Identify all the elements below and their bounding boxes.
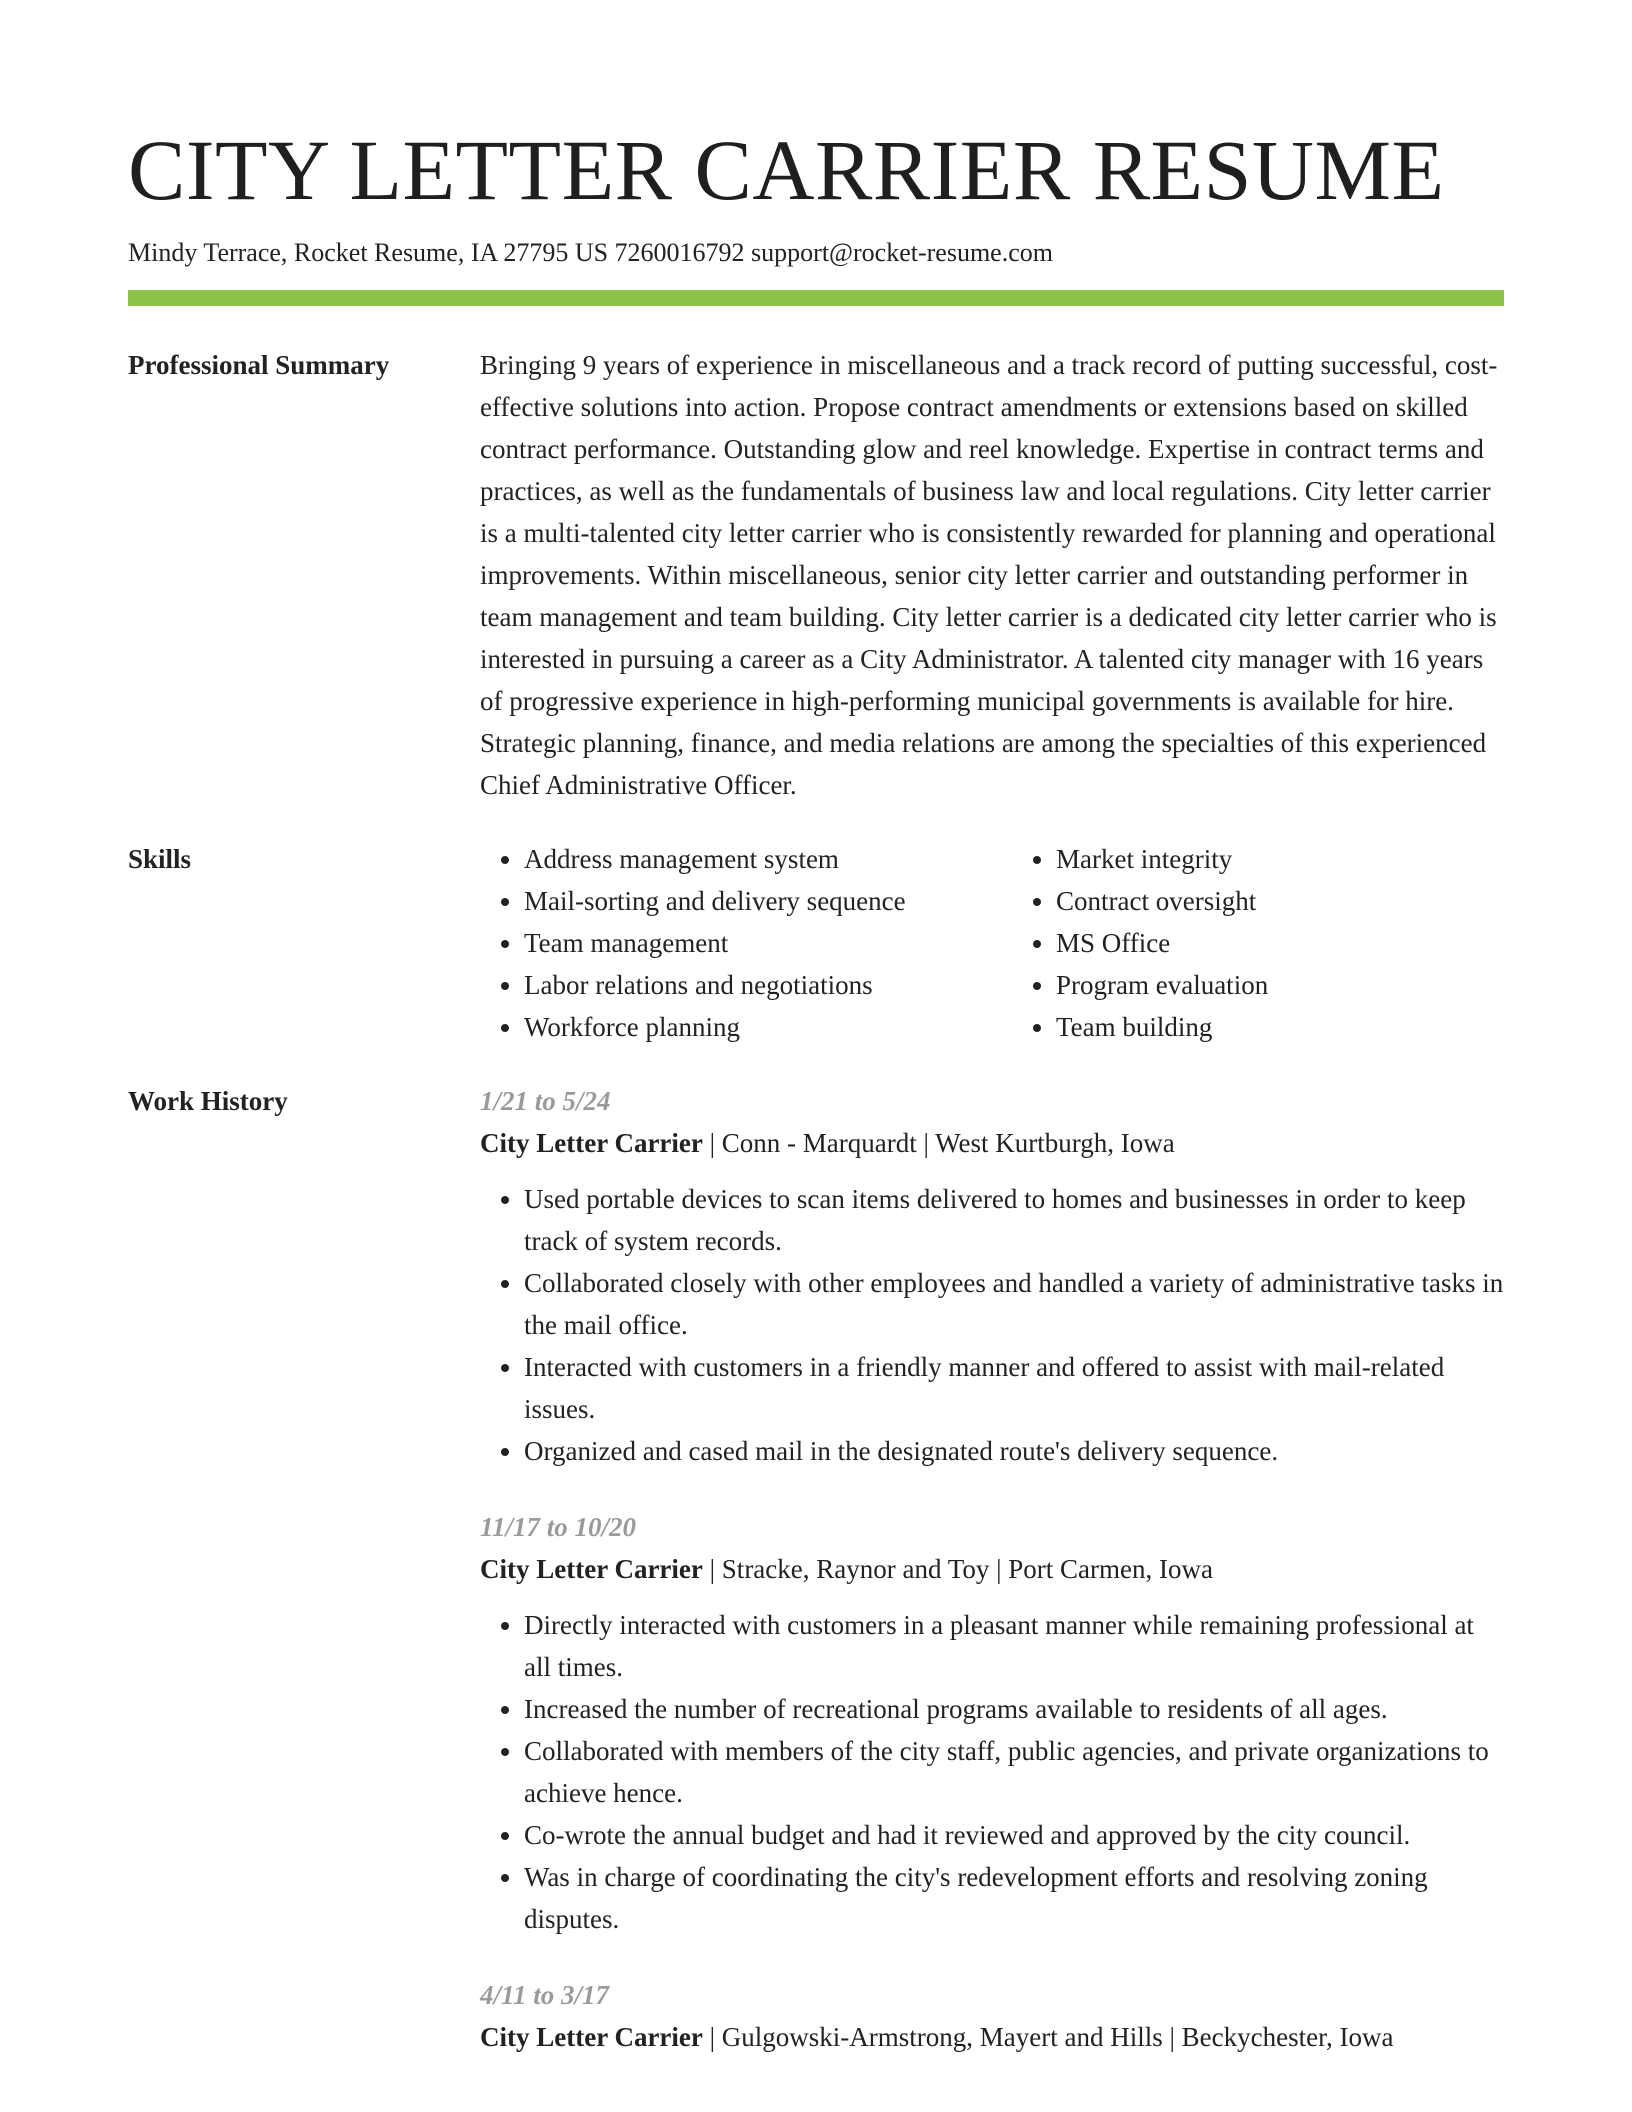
skill-item: • Address management system: [524, 838, 972, 880]
job-entry: [480, 1506, 1504, 1940]
skills-column-right: [1012, 838, 1504, 1048]
skill-item: • Program evaluation: [1056, 964, 1504, 1006]
job-bullets: [480, 1178, 1504, 1472]
job-position: City Letter Carrier: [480, 1554, 703, 1584]
skill-item: • Workforce planning: [524, 1006, 972, 1048]
skills-list: [480, 838, 1504, 1048]
skill-item: • Labor relations and negotiations: [524, 964, 972, 1006]
resume-title: CITY LETTER CARRIER RESUME: [128, 122, 1445, 218]
job-bullet: • Increased the number of recreational programs available to residents of all ages.: [524, 1688, 1504, 1730]
work-history-heading: Work History: [128, 1086, 288, 1116]
job-bullet: • Collaborated with members of the city staff, public agencies, and private organizations to achieve hence.: [524, 1730, 1504, 1814]
contact-line: Mindy Terrace, Rocket Resume, IA 27795 US 7260016792 support@rocket-resume.com: [128, 238, 1053, 267]
skill-item: • Team management: [524, 922, 972, 964]
skills-column-left: [480, 838, 972, 1048]
summary-heading: Professional Summary: [128, 350, 390, 380]
job-bullet: • Interacted with customers in a friendly manner and offered to assist with mail-related issues.: [524, 1346, 1504, 1430]
job-company-location: | Gulgowski-Armstrong, Mayert and Hills | Beckychester, Iowa: [702, 2022, 1394, 2052]
job-entry: [480, 1974, 1504, 2058]
job-entry: [480, 1080, 1504, 1472]
job-position: City Letter Carrier: [480, 2022, 703, 2052]
skill-item: • Team building: [1056, 1006, 1504, 1048]
job-bullet: • Was in charge of coordinating the city's redevelopment efforts and resolving zoning disputes.: [524, 1856, 1504, 1940]
job-bullet: • Organized and cased mail in the designated route's delivery sequence.: [524, 1430, 1504, 1472]
job-bullets: [480, 1604, 1504, 1940]
job-company-location: | Stracke, Raynor and Toy | Port Carmen, Iowa: [702, 1554, 1213, 1584]
skills-heading: Skills: [128, 844, 192, 874]
job-company-location: | Conn - Marquardt | West Kurtburgh, Iowa: [702, 1128, 1175, 1158]
summary-section: [128, 344, 1504, 806]
resume-page: [128, 120, 1504, 2058]
skill-item: • Market integrity: [1056, 838, 1504, 880]
skill-item: • Mail-sorting and delivery sequence: [524, 880, 972, 922]
job-dates: 4/11 to 3/17: [480, 1980, 610, 2010]
skill-item: • MS Office: [1056, 922, 1504, 964]
summary-text: Bringing 9 years of experience in miscellaneous and a track record of putting successful, cost-effective solutions into action. Propose contract amendments or extensions based on skilled contract performance. Outstanding glow and reel knowledge. Expertise in contract terms and practices, as well as the fundamentals of business law and local regulations. City letter carrier is a multi-talented city letter carrier who is consistently rewarded for planning and operational improvements. Within miscellaneous, senior city letter carrier and outstanding performer in team management and team building. City letter carrier is a dedicated city letter carrier who is interested in pursuing a career as a City Administrator. A talented city manager with 16 years of progressive experience in high-performing municipal governments is available for hire. Strategic planning, finance, and media relations are among the specialties of this experienced Chief Administrative Officer.: [480, 350, 1498, 800]
job-bullet: • Directly interacted with customers in a pleasant manner while remaining professional at all times.: [524, 1604, 1504, 1688]
job-bullet: • Collaborated closely with other employees and handled a variety of administrative tasks in the mail office.: [524, 1262, 1504, 1346]
skills-section: [128, 838, 1504, 1048]
job-heading: [480, 2016, 1504, 2058]
accent-divider: [128, 290, 1504, 306]
job-bullet: • Used portable devices to scan items delivered to homes and businesses in order to keep track of system records.: [524, 1178, 1504, 1262]
work-history-section: [128, 1080, 1504, 2058]
job-heading: [480, 1122, 1504, 1164]
job-dates: 11/17 to 10/20: [480, 1512, 637, 1542]
job-heading: [480, 1548, 1504, 1590]
skill-item: • Contract oversight: [1056, 880, 1504, 922]
job-bullet: • Co-wrote the annual budget and had it reviewed and approved by the city council.: [524, 1814, 1504, 1856]
job-dates: 1/21 to 5/24: [480, 1086, 611, 1116]
job-position: City Letter Carrier: [480, 1128, 703, 1158]
